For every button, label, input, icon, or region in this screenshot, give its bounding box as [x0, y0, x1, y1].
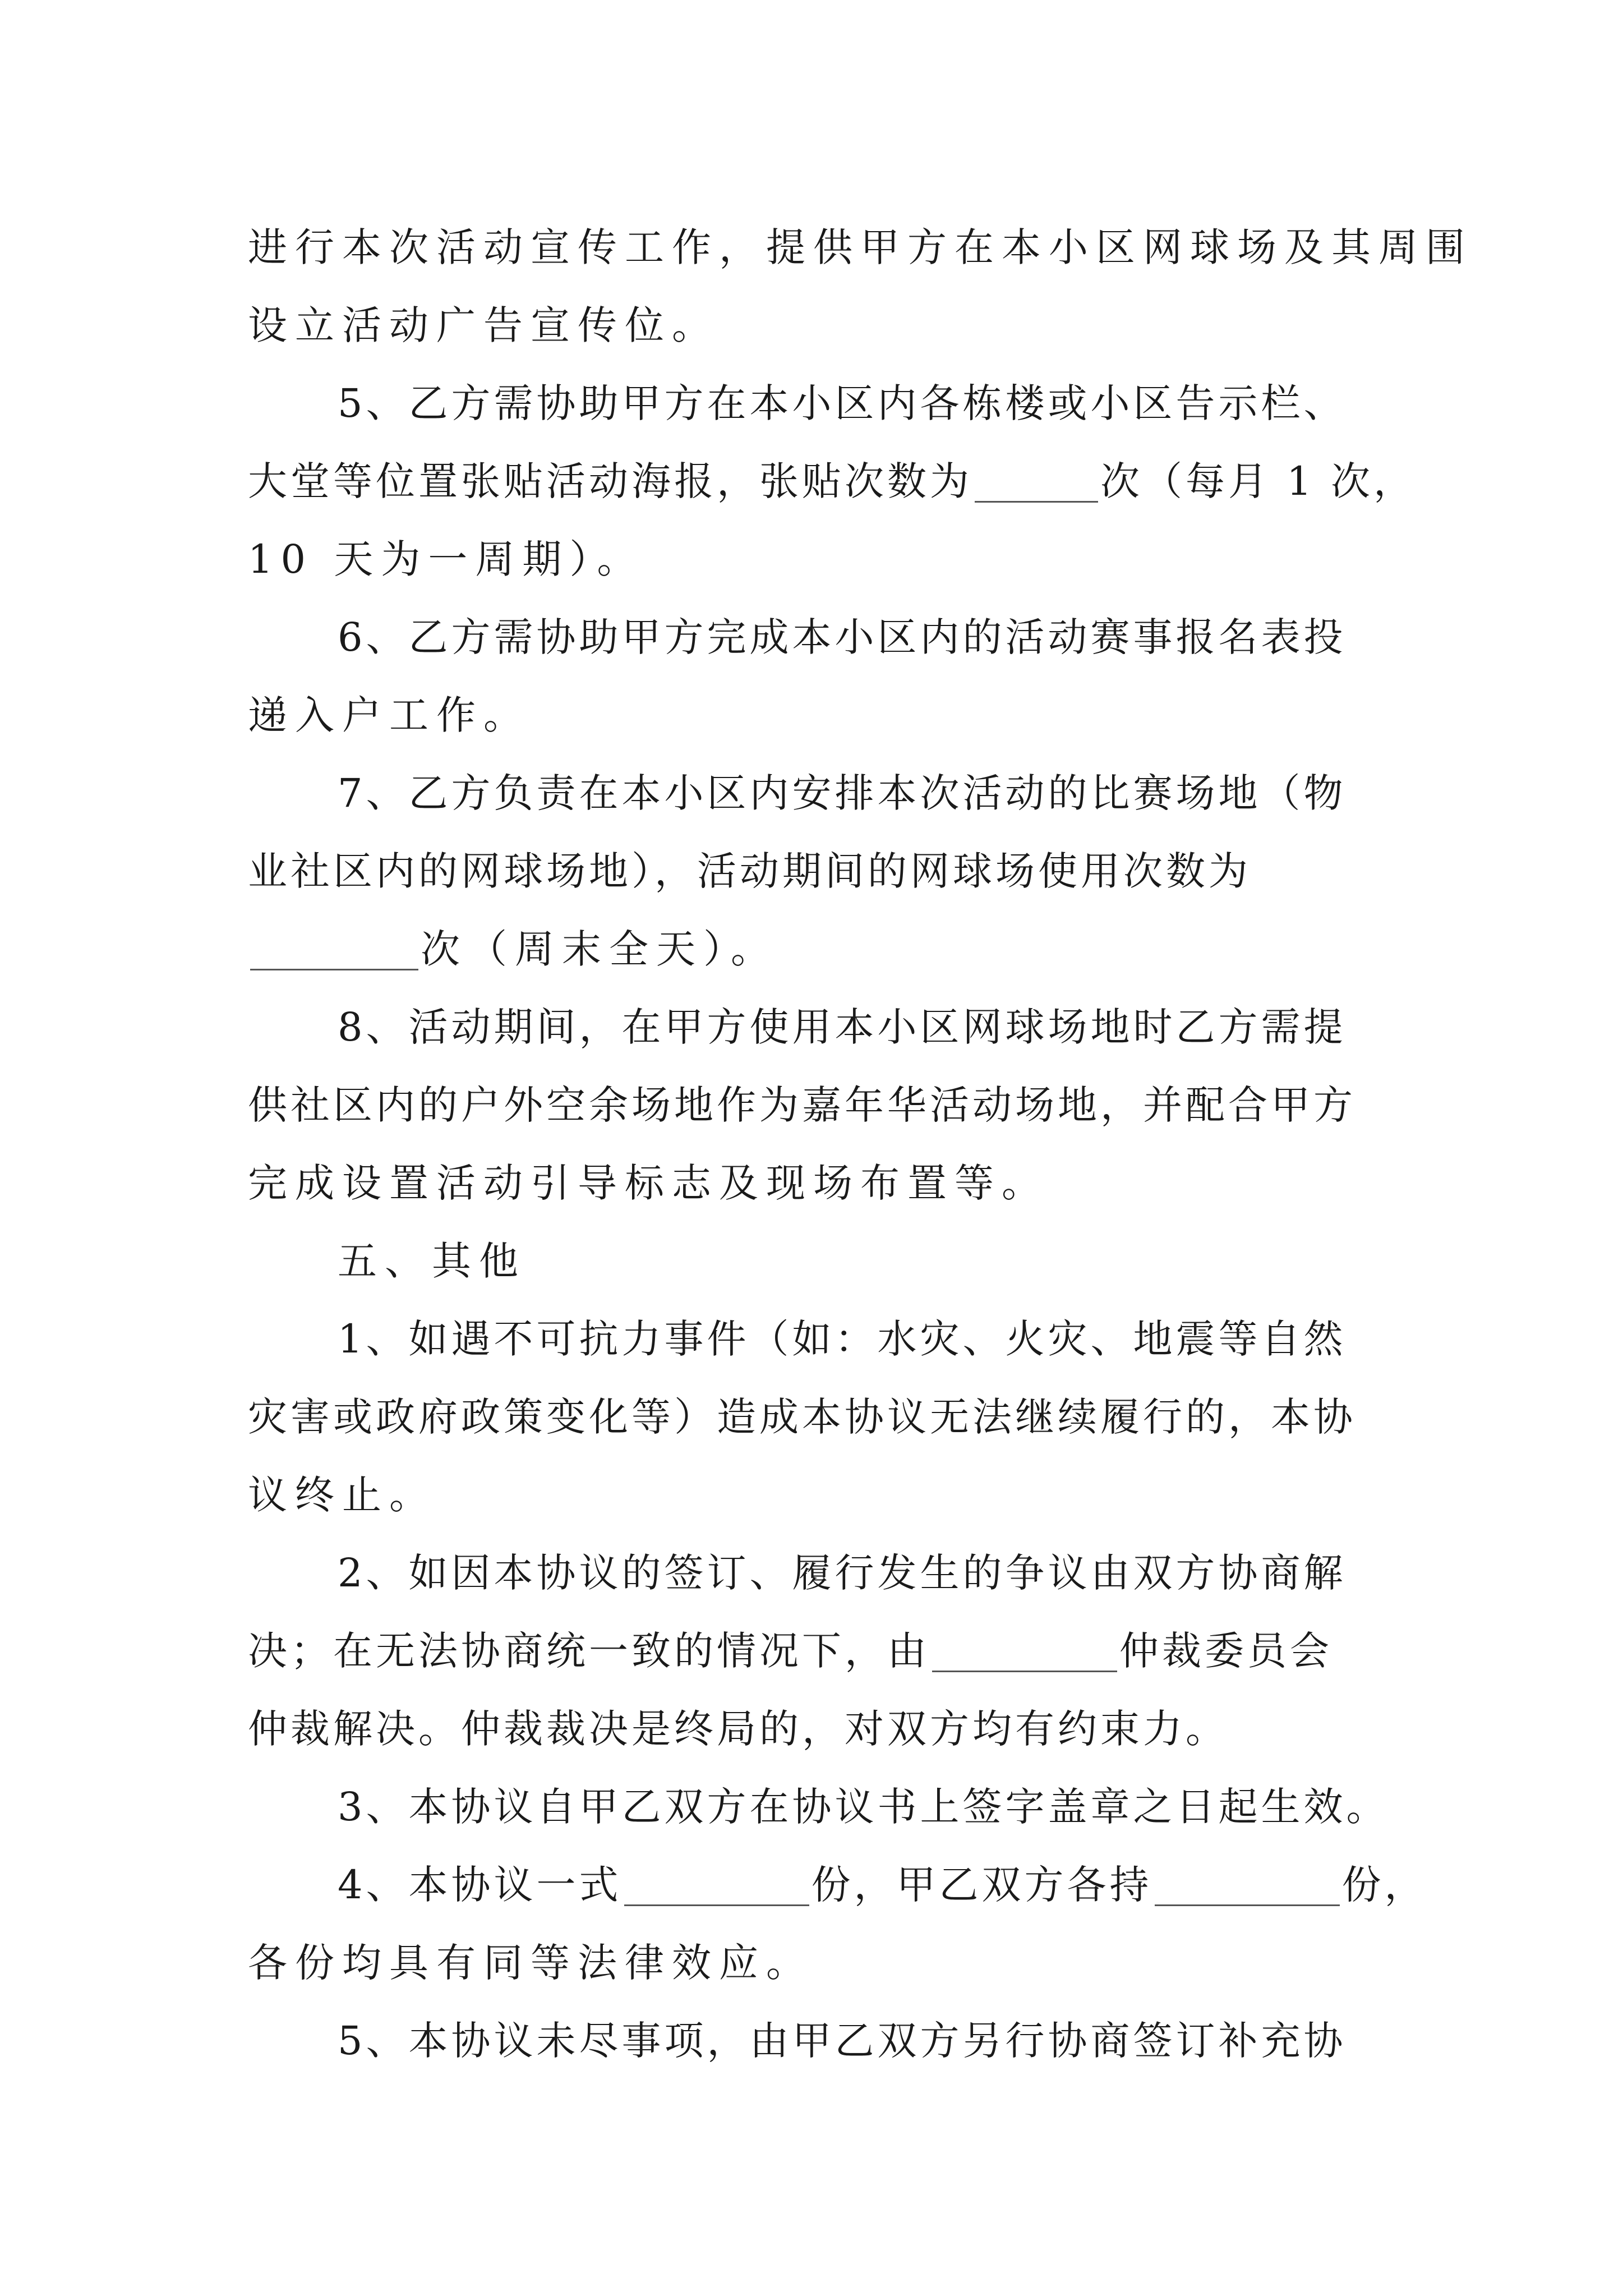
text-line — [248, 1144, 1392, 1222]
clause-8-carnival — [248, 988, 1392, 1066]
text-line — [248, 832, 1392, 910]
clause-5-posters — [248, 365, 1392, 443]
line-text: 议终止。 — [248, 1472, 436, 1518]
line-text: 完成设置活动引导标志及现场布置等。 — [248, 1160, 1049, 1206]
line-text: 10 天为一周期）。 — [248, 536, 644, 582]
line-text: 6、乙方需协助甲方完成本小区内的活动赛事报名表投 — [338, 614, 1347, 660]
line-text: 进行本次活动宣传工作，提供甲方在本小区网球场及其周围 — [248, 224, 1473, 270]
line-text: 5、乙方需协助甲方在本小区内各栋楼或小区告示栏、 — [338, 380, 1347, 426]
line-text: 灾害或政府政策变化等）造成本协议无法继续履行的，本协 — [248, 1394, 1356, 1440]
text-line — [248, 1066, 1392, 1144]
line-text: 1、如遇不可抗力事件（如：水灾、火灾、地震等自然 — [338, 1316, 1347, 1362]
blank-court-usage-times[interactable] — [250, 927, 418, 970]
line-text: 业社区内的网球场地），活动期间的网球场使用次数为 — [248, 848, 1251, 894]
line-text: 7、乙方负责在本小区内安排本次活动的比赛场地（物 — [338, 770, 1347, 816]
clause-supplementary — [248, 2002, 1392, 2080]
line-text: 递入户工作。 — [248, 692, 531, 738]
line-text: 4、本协议一式 — [338, 1862, 622, 1908]
text-line — [248, 1612, 1392, 1690]
line-text: 供社区内的户外空余场地作为嘉年华活动场地，并配合甲方 — [248, 1082, 1356, 1128]
text-line — [248, 910, 1392, 988]
clause-7-venue — [248, 754, 1392, 832]
line-text: 2、如因本协议的签订、履行发生的争议由双方协商解 — [338, 1550, 1347, 1596]
clause-force-majeure — [248, 1300, 1392, 1378]
line-text: 决；在无法协商统一致的情况下，由 — [248, 1628, 930, 1674]
blank-total-copies[interactable] — [624, 1863, 809, 1906]
section-heading-other — [248, 1222, 1392, 1300]
line-text: 次（每月 1 次， — [1100, 458, 1417, 504]
blank-copies-each[interactable] — [1155, 1863, 1340, 1906]
contract-text — [248, 209, 1473, 2080]
line-text: 份，甲乙双方各持 — [811, 1862, 1152, 1908]
text-line — [248, 1378, 1392, 1456]
blank-posting-times[interactable] — [975, 459, 1098, 503]
text-line — [248, 521, 1392, 599]
text-line — [248, 677, 1392, 754]
text-line — [248, 443, 1417, 521]
line-text: 仲裁解决。仲裁裁决是终局的，对双方均有约束力。 — [248, 1706, 1228, 1752]
clause-copies — [248, 1846, 1427, 1924]
line-text: 3、本协议自甲乙双方在协议书上签字盖章之日起生效。 — [338, 1784, 1389, 1830]
line-text: 各份均具有同等法律效应。 — [248, 1940, 813, 1986]
clause-dispute — [248, 1534, 1392, 1612]
text-line — [248, 287, 1392, 365]
clause-effective — [248, 1768, 1392, 1846]
line-text: 五、其他 — [338, 1238, 526, 1284]
blank-arbitration-committee[interactable] — [932, 1629, 1117, 1672]
line-text: 大堂等位置张贴活动海报，张贴次数为 — [248, 458, 972, 504]
text-line — [248, 1924, 1392, 2002]
line-text: 次（周末全天）。 — [421, 926, 778, 972]
line-text: 份， — [1341, 1862, 1427, 1908]
line-text: 5、本协议未尽事项，由甲乙双方另行协商签订补充协 — [338, 2018, 1347, 2064]
line-text: 设立活动广告宣传位。 — [248, 302, 719, 348]
line-text: 8、活动期间，在甲方使用本小区网球场地时乙方需提 — [338, 1004, 1347, 1050]
text-line — [248, 1456, 1392, 1534]
line-text: 仲裁委员会 — [1119, 1628, 1332, 1674]
text-line — [248, 1690, 1392, 1768]
text-line — [248, 209, 1473, 287]
clause-6-registration — [248, 599, 1392, 677]
